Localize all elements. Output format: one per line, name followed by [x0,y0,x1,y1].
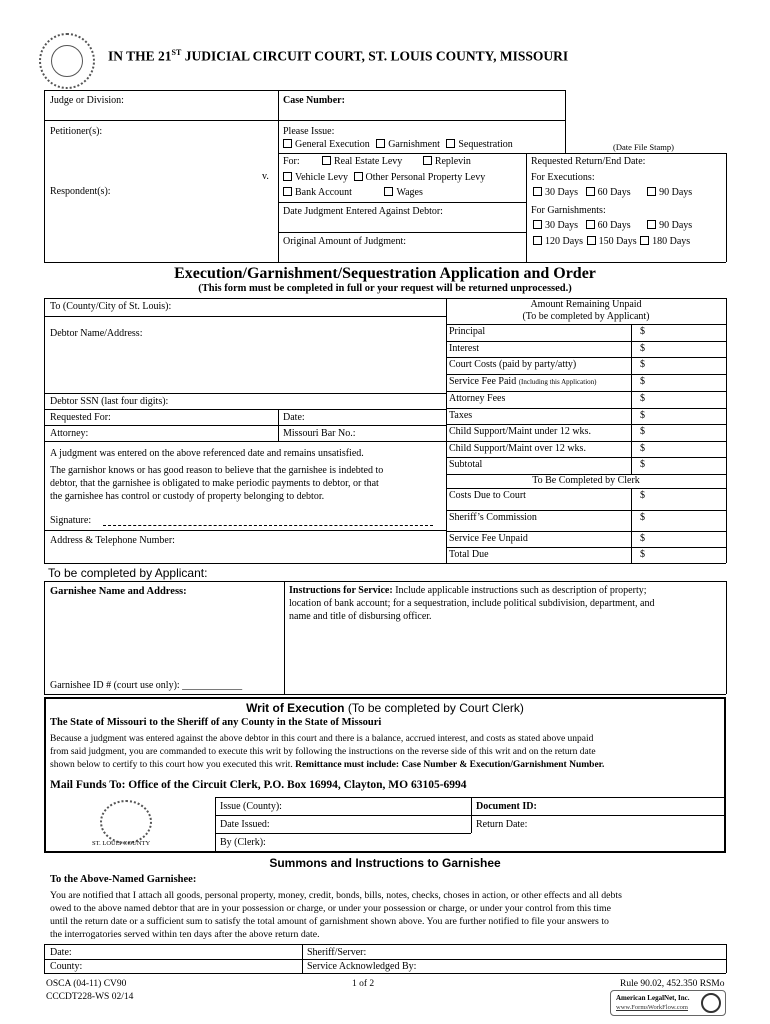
form-title: Execution/Garnishment/Sequestration Application and Order [174,265,596,282]
clerk-seal-logo [100,800,152,844]
for-label: For: [283,156,300,167]
court-costs-paid-by-party-atty-label: Court Costs (paid by party/atty) [449,359,577,370]
clerk-section-label: To Be Completed by Clerk [532,475,640,486]
rule-reference: Rule 90.02, 452.350 RSMo [620,979,725,989]
interest-label: Interest [449,343,479,354]
sheriff-server-label: Sheriff/Server: [307,947,367,958]
petitioners-label: Petitioner(s): [50,126,103,137]
garnishor-statement-1: The garnishor knows or has good reason to believe that the garnishee is indebted to [50,465,384,476]
general-execution-checkbox[interactable] [283,139,292,148]
execution-days-options: 30 Days 60 Days 90 Days [533,187,692,199]
debtor-ssn-label: Debtor SSN (last four digits): [50,396,169,407]
amount-row-divider [446,424,726,425]
form-id: OSCA (04-11) CV90 [46,979,127,989]
instructions-line-3: name and title of disbursing officer. [289,611,432,622]
instructions-line-1: Instructions for Service: Include applicable instructions such as description of property; [289,585,647,596]
document-id-label: Document ID: [476,801,537,812]
writ-state-line: The State of Missouri to the Sheriff of any County in the State of Missouri [50,717,382,728]
by-applicant-label: (To be completed by Applicant) [522,311,650,322]
exec-30-days-checkbox[interactable] [533,187,542,196]
garnishee-name-label: Garnishee Name and Address: [50,586,187,597]
signature-line[interactable] [103,525,433,526]
instructions-line-2: location of bank account; for a sequestration, include political subdivision, department, and [289,598,655,609]
attorney-fees-label: Attorney Fees [449,393,506,404]
garnishor-statement-3: the garnishee has control or custody of property belonging to debtor. [50,491,325,502]
service-fee-unpaid-amount[interactable]: $ [640,533,645,544]
service-fee-paid-label: Service Fee Paid (Including this Application) [449,376,597,387]
issue-type-options: General Execution Garnishment Sequestration [283,139,513,151]
amount-row-divider [446,547,726,548]
garnishor-statement-2: debtor, that the garnishee is obligated to make periodic payments to debtor, or that [50,478,379,489]
levy-options-row1: Real Estate Levy Replevin [322,156,471,168]
case-number-label: Case Number: [283,95,345,106]
other-property-levy-checkbox[interactable] [354,172,363,181]
replevin-checkbox[interactable] [423,156,432,165]
sheriff-s-commission-amount[interactable]: $ [640,512,645,523]
real-estate-levy-checkbox[interactable] [322,156,331,165]
taxes-label: Taxes [449,410,473,421]
garnishee-id-label: Garnishee ID # (court use only): ____________ [50,680,243,691]
please-issue-label: Please Issue: [283,126,335,137]
amount-remaining-label: Amount Remaining Unpaid [530,299,642,310]
child-support-maint-under-12-wks-amount[interactable]: $ [640,426,645,437]
sequestration-checkbox[interactable] [446,139,455,148]
total-due-label: Total Due [449,549,489,560]
child-support-maint-over-12-wks-amount[interactable]: $ [640,443,645,454]
writ-text-3: shown below to certify to this court how you executed this writ. Remittance must include: Case Number & Execution/Garnishment Number. [50,760,605,770]
child-support-maint-under-12-wks-label: Child Support/Maint under 12 wks. [449,426,591,437]
garn-60-days-checkbox[interactable] [586,220,595,229]
form-subtitle: (This form must be completed in full or your request will be returned unprocessed.) [198,283,572,294]
garn-90-days-checkbox[interactable] [647,220,656,229]
summons-text-1: You are notified that I attach all goods, personal property, money, credit, bonds, bills, notes, checks, choses in action, or other effects and all debts [50,890,622,901]
subtotal-amount[interactable]: $ [640,459,645,470]
judgment-statement: A judgment was entered on the above referenced date and remains unsatisfied. [50,448,364,459]
court-costs-paid-by-party-atty-amount[interactable]: $ [640,359,645,370]
service-fee-unpaid-label: Service Fee Unpaid [449,533,528,544]
service-fee-paid-amount[interactable]: $ [640,376,645,387]
principal-amount[interactable]: $ [640,326,645,337]
amount-row-divider [446,391,726,392]
vendor-name: American LegalNet, Inc. [616,994,690,1002]
amount-row-divider [446,531,726,532]
garn-120-days-checkbox[interactable] [533,236,542,245]
date-judgment-label: Date Judgment Entered Against Debtor: [283,206,443,217]
by-clerk-label: By (Clerk): [220,837,266,848]
bar-number-label: Missouri Bar No.: [283,428,356,439]
judge-division-label: Judge or Division: [50,95,124,106]
summons-text-3: until the return date or a sufficient sum to satisfy the total amount of garnishment shown above. You are further notified to file your answers to [50,916,609,927]
attorney-fees-amount[interactable]: $ [640,393,645,404]
taxes-amount[interactable]: $ [640,410,645,421]
exec-90-days-checkbox[interactable] [647,187,656,196]
clerk-seal-text: ST. LOUIS COUNTY [92,840,151,847]
levy-options-row2: Vehicle Levy Other Personal Property Levy [283,172,485,184]
amount-row-divider [446,341,726,342]
wages-checkbox[interactable] [384,187,393,196]
date-file-stamp-label: (Date File Stamp) [613,142,674,152]
amount-row-divider [446,441,726,442]
versus-label: v. [262,171,269,182]
writ-text-1: Because a judgment was entered against the above debtor in this court and there is a balance, accrued interest, and costs as stated above unpaid [50,734,594,744]
child-support-maint-over-12-wks-label: Child Support/Maint over 12 wks. [449,443,586,454]
garn-180-days-checkbox[interactable] [640,236,649,245]
amount-row-divider [446,488,726,489]
costs-due-to-court-label: Costs Due to Court [449,490,526,501]
signature-label: Signature: [50,515,92,526]
court-title: IN THE 21ST JUDICIAL CIRCUIT COURT, ST. LOUIS COUNTY, MISSOURI [108,48,569,64]
requested-for-label: Requested For: [50,412,111,423]
garnishment-days-row2: 120 Days 150 Days 180 Days [533,236,690,248]
principal-label: Principal [449,326,486,337]
respondents-label: Respondent(s): [50,186,111,197]
summons-text-2: owed to the above named debtor that are in your possession or charge, or under your possession or charge, or under your control from this time [50,903,611,914]
attorney-label: Attorney: [50,428,89,439]
service-acknowledged-label: Service Acknowledged By: [307,961,417,972]
sheriff-s-commission-label: Sheriff’s Commission [449,512,537,523]
for-executions-label: For Executions: [531,172,595,183]
page-number: 1 of 2 [352,979,375,989]
writ-text-2: from said judgment, you are commanded to execute this writ by following the instructions on the reverse side of this writ and on the return date [50,747,596,757]
issue-county-label: Issue (County): [220,801,282,812]
cccdt-id: CCCDT228-WS 02/14 [46,992,134,1002]
to-county-label: To (County/City of St. Louis): [50,301,172,312]
debtor-name-label: Debtor Name/Address: [50,328,143,339]
amount-row-divider [446,357,726,358]
amount-row-divider [446,457,726,458]
garn-150-days-checkbox[interactable] [587,236,596,245]
interest-amount[interactable]: $ [640,343,645,354]
summons-county-label: County: [50,961,83,972]
for-garnishments-label: For Garnishments: [531,205,606,216]
amount-row-divider [446,510,726,511]
exec-60-days-checkbox[interactable] [586,187,595,196]
applicant-heading: To be completed by Applicant: [48,566,208,580]
subtotal-label: Subtotal [449,459,483,470]
date-label: Date: [283,412,305,423]
mail-funds-line: Mail Funds To: Office of the Circuit Clerk, P.O. Box 16994, Clayton, MO 63105-6994 [50,779,467,791]
vendor-url[interactable]: www.FormsWorkFlow.com [616,1004,688,1011]
requested-return-label: Requested Return/End Date: [531,156,646,167]
writ-title: Writ of Execution (To be completed by Court Clerk) [246,701,524,715]
address-phone-label: Address & Telephone Number: [50,535,175,546]
amount-row-divider [446,408,726,409]
garnishment-days-row1: 30 Days 60 Days 90 Days [533,220,692,232]
summons-date-label: Date: [50,947,72,958]
vehicle-levy-checkbox[interactable] [283,172,292,181]
bank-account-checkbox[interactable] [283,187,292,196]
costs-due-to-court-amount[interactable]: $ [640,490,645,501]
garnishment-checkbox[interactable] [376,139,385,148]
original-amount-label: Original Amount of Judgment: [283,236,407,247]
date-issued-label: Date Issued: [220,819,270,830]
levy-options-row3: Bank Account Wages [283,187,423,199]
court-seal-inner [51,45,83,77]
return-date-label: Return Date: [476,819,528,830]
amount-row-divider [446,324,726,325]
amount-row-divider [446,374,726,375]
garn-30-days-checkbox[interactable] [533,220,542,229]
summons-to-label: To the Above-Named Garnishee: [50,874,197,885]
summons-title: Summons and Instructions to Garnishee [269,856,501,870]
summons-text-4: the interrogatories served within ten days after the above return date. [50,929,320,940]
total-due-amount[interactable]: $ [640,549,645,560]
vendor-logo-icon [701,993,721,1013]
